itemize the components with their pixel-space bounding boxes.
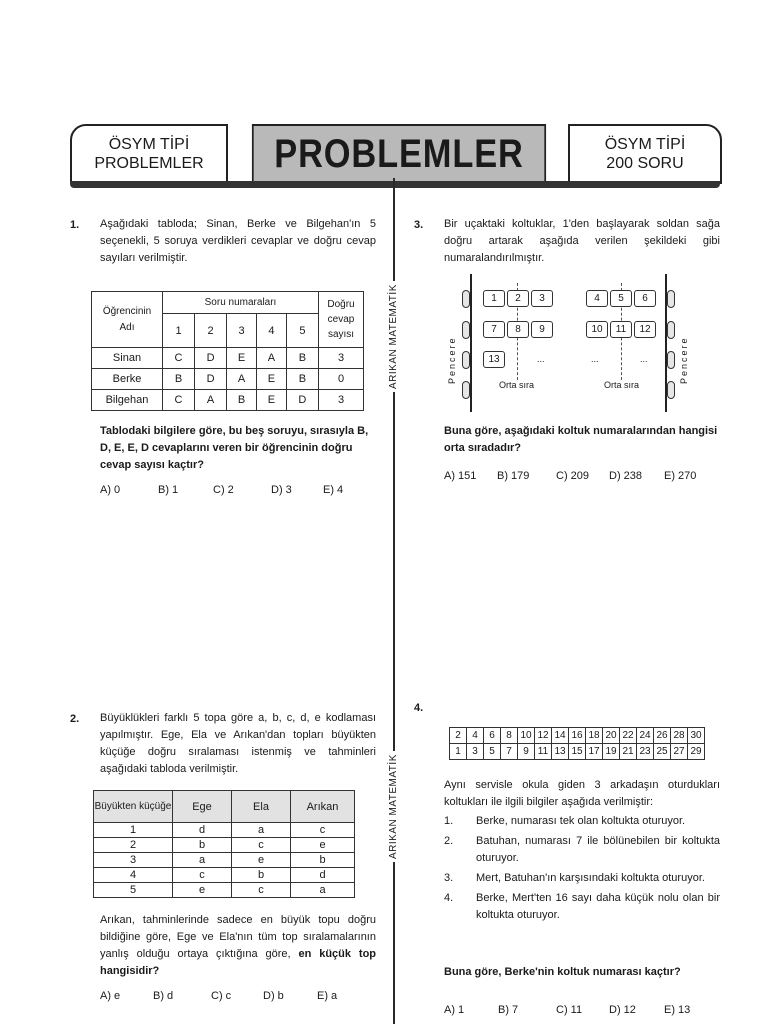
header-right-label <box>568 124 722 184</box>
right-window <box>667 351 675 369</box>
table-row <box>94 868 355 883</box>
seat: 7 <box>483 321 505 338</box>
q4-option-d[interactable]: D) 12 <box>609 1004 636 1016</box>
q3-option-b[interactable]: B) 179 <box>497 470 530 482</box>
q1-table <box>91 291 364 411</box>
q4-question: Buna göre, Berke'nin koltuk numarası kaçtır? <box>444 966 681 978</box>
right-window <box>667 381 675 399</box>
q4-seat-odd: 7 <box>501 744 518 760</box>
q4-seat-odd: 23 <box>637 744 654 760</box>
q4-seat-even: 28 <box>671 728 688 744</box>
seat: 8 <box>507 321 529 338</box>
header-left-label <box>70 124 228 184</box>
q1-qnum: 2 <box>195 314 227 348</box>
window-label-right: Pencere <box>679 336 689 384</box>
q4-option-c[interactable]: C) 11 <box>556 1004 583 1016</box>
window-label-left: Pencere <box>447 336 457 384</box>
q4-option-b[interactable]: B) 7 <box>498 1004 519 1016</box>
q1-answer: A <box>256 348 286 369</box>
q4-item-text: Berke, Mert'ten 16 sayı daha küçük nolu olan bir koltukta oturuyor. <box>476 892 720 921</box>
q1-col-correct-l2: cevap <box>327 314 355 325</box>
q1-col-correct <box>319 292 364 348</box>
q1-answer: A <box>195 390 227 411</box>
q3-number: 3. <box>414 219 424 231</box>
q1-option-a[interactable]: A) 0 <box>100 484 121 496</box>
seat: 3 <box>531 290 553 307</box>
q4-seat-even: 30 <box>688 728 705 744</box>
q4-number: 4. <box>414 702 424 714</box>
q1-answer: E <box>256 390 286 411</box>
q1-qnum: 4 <box>256 314 286 348</box>
q2-rank: 3 <box>94 853 173 868</box>
ellipsis: ... <box>591 354 599 364</box>
q2-cell: c <box>291 823 355 838</box>
side-label-bottom: ARIKAN MATEMATİK <box>388 751 399 862</box>
q1-answer: E <box>256 369 286 390</box>
q2-cell: e <box>173 883 232 898</box>
q4-seat-odd: 15 <box>569 744 586 760</box>
q2-option-e[interactable]: E) a <box>317 990 338 1002</box>
q4-seat-odd: 21 <box>620 744 637 760</box>
q1-answer: D <box>286 390 318 411</box>
q2-cell: c <box>173 868 232 883</box>
q2-cell: a <box>232 823 291 838</box>
q4-bottom-row <box>450 744 705 760</box>
q4-item-number: 4. <box>444 892 454 904</box>
header-underline <box>70 181 720 188</box>
seat: 6 <box>634 290 656 307</box>
q2-cell: b <box>291 853 355 868</box>
q4-seat-table <box>449 727 705 760</box>
q1-answer: E <box>227 348 257 369</box>
q1-number: 1. <box>70 219 80 231</box>
table-row <box>92 348 364 369</box>
q4-item-text: Berke, numarası tek olan koltukta oturuyor. <box>476 815 686 827</box>
q2-header-row <box>94 791 355 823</box>
q4-seat-even: 24 <box>637 728 654 744</box>
q2-cell: b <box>232 868 291 883</box>
left-window <box>462 290 470 308</box>
q4-option-e[interactable]: E) 13 <box>664 1004 691 1016</box>
seat: 12 <box>634 321 656 338</box>
q1-option-b[interactable]: B) 1 <box>158 484 179 496</box>
left-window <box>462 381 470 399</box>
table-row <box>94 883 355 898</box>
q1-student-name: Berke <box>92 369 163 390</box>
q2-col-arikan: Arıkan <box>291 791 355 823</box>
seat: 5 <box>610 290 632 307</box>
left-window <box>462 321 470 339</box>
q4-seat-odd: 25 <box>654 744 671 760</box>
right-window <box>667 290 675 308</box>
q2-cell: c <box>232 883 291 898</box>
q1-option-d[interactable]: D) 3 <box>271 484 292 496</box>
q1-text: Aşağıdaki tabloda; Sinan, Berke ve Bilgehan'ın 5 seçenekli, 5 soruya verdikleri cevaplar ve doğru cevap sayıları verilmiştir. <box>100 218 376 264</box>
q2-cell: c <box>232 838 291 853</box>
q4-seat-odd: 13 <box>552 744 569 760</box>
q1-option-e[interactable]: E) 4 <box>323 484 344 496</box>
right-window <box>667 321 675 339</box>
q2-cell: e <box>291 838 355 853</box>
q3-options <box>444 470 696 482</box>
q1-options <box>100 484 343 496</box>
q2-option-b[interactable]: B) d <box>153 990 174 1002</box>
q2-col-order: Büyükten küçüğe <box>94 791 173 823</box>
seat: 10 <box>586 321 608 338</box>
q4-seat-even: 10 <box>518 728 535 744</box>
q2-question-bold: en küçük top hangisidir? <box>100 948 377 977</box>
q4-seat-even: 22 <box>620 728 637 744</box>
q4-seat-odd: 1 <box>450 744 467 760</box>
list-item <box>444 870 720 887</box>
q1-student-name: Bilgehan <box>92 390 163 411</box>
table-row <box>92 390 364 411</box>
q2-cell: e <box>232 853 291 868</box>
q1-answer: A <box>227 369 257 390</box>
q3-option-e[interactable]: E) 270 <box>664 470 697 482</box>
q4-item-number: 3. <box>444 872 454 884</box>
q4-seat-odd: 17 <box>586 744 603 760</box>
q1-col-student-l2: Adı <box>119 321 135 333</box>
q4-item-number: 2. <box>444 835 454 847</box>
q4-option-a[interactable]: A) 1 <box>444 1004 465 1016</box>
table-row <box>94 838 355 853</box>
q1-answer: C <box>163 390 195 411</box>
q4-items <box>444 813 720 924</box>
seat: 9 <box>531 321 553 338</box>
q2-option-d[interactable]: D) b <box>263 990 284 1002</box>
q4-seat-even: 26 <box>654 728 671 744</box>
page-title: PROBLEMLER <box>252 124 546 184</box>
q1-col-correct-l3: sayısı <box>327 329 355 340</box>
table-row <box>92 369 364 390</box>
list-item <box>444 890 720 924</box>
q2-question <box>100 912 376 980</box>
q4-seat-even: 20 <box>603 728 620 744</box>
list-item <box>444 833 720 867</box>
q2-cell: a <box>291 883 355 898</box>
q4-seat-even: 18 <box>586 728 603 744</box>
q2-text: Büyüklükleri farklı 5 topa göre a, b, c, d, e kodlaması yapılmıştır. Ege, Ela ve Arıkan'dan topları büyükten küçüğe doğru sıralaması istenmiş ve tahminleri aşağıdaki tabloda verilmiştir. <box>100 712 376 775</box>
aisle-label-right: Orta sıra <box>604 380 640 390</box>
q4-seat-even: 2 <box>450 728 467 744</box>
table-row <box>94 853 355 868</box>
list-item <box>444 813 720 830</box>
q4-seat-odd: 29 <box>688 744 705 760</box>
q1-question: Tablodaki bilgilere göre, bu beş soruyu, sırasıyla B, D, E, E, D cevaplarını veren bir öğrencinin doğru cevap sayısı kaçtır? <box>100 425 369 471</box>
q1-answer: B <box>227 390 257 411</box>
seat: 11 <box>610 321 632 338</box>
header-right-line1: ÖSYM TİPİ <box>604 136 686 153</box>
q2-table <box>93 790 355 898</box>
q2-option-a[interactable]: A) e <box>100 990 121 1002</box>
q3-option-a[interactable]: A) 151 <box>444 470 477 482</box>
q2-rank: 5 <box>94 883 173 898</box>
left-window <box>462 351 470 369</box>
q1-answer: C <box>163 348 195 369</box>
q4-options <box>444 1004 690 1016</box>
q2-cell: b <box>173 838 232 853</box>
q2-cell: d <box>173 823 232 838</box>
header-right-line2: 200 SORU <box>606 155 684 172</box>
q1-answer: D <box>195 369 227 390</box>
q1-col-student <box>92 292 163 348</box>
q4-item-number: 1. <box>444 815 454 827</box>
q1-qnum: 5 <box>286 314 318 348</box>
header-left-line2: PROBLEMLER <box>94 155 204 172</box>
q4-seat-odd: 9 <box>518 744 535 760</box>
side-label-top: ARIKAN MATEMATİK <box>388 281 399 392</box>
seat: 13 <box>483 351 505 368</box>
q1-qnum: 3 <box>227 314 257 348</box>
q2-option-c[interactable]: C) c <box>211 990 232 1002</box>
q3-text: Bir uçaktaki koltuklar, 1'den başlayarak soldan sağa doğru artarak aşağıda verilen şekildeki gibi numaralandırılmıştır. <box>444 218 720 264</box>
q1-correct-count: 3 <box>319 348 364 369</box>
q4-seat-odd: 19 <box>603 744 620 760</box>
q2-question-plain: Arıkan, tahminlerinde sadece en büyük topu doğru bildiğine göre, Ege ve Ela'nın tüm top sıralamalarının yanlış olduğu ortaya çıktığına göre, <box>100 914 376 960</box>
q4-seat-odd: 11 <box>535 744 552 760</box>
q4-top-row <box>450 728 705 744</box>
q4-seat-even: 12 <box>535 728 552 744</box>
q1-correct-count: 3 <box>319 390 364 411</box>
q1-student-name: Sinan <box>92 348 163 369</box>
seat: 1 <box>483 290 505 307</box>
q1-qnum: 1 <box>163 314 195 348</box>
q1-answer: B <box>286 348 318 369</box>
q1-col-questions: Soru numaraları <box>163 292 319 314</box>
aisle-label-left: Orta sıra <box>499 380 535 390</box>
q2-rank: 1 <box>94 823 173 838</box>
q1-correct-count: 0 <box>319 369 364 390</box>
q1-answer: D <box>195 348 227 369</box>
q4-seat-even: 6 <box>484 728 501 744</box>
q1-answer: B <box>163 369 195 390</box>
q4-seat-odd: 5 <box>484 744 501 760</box>
q2-rank: 4 <box>94 868 173 883</box>
seat: 4 <box>586 290 608 307</box>
q4-seat-even: 4 <box>467 728 484 744</box>
q1-answer: B <box>286 369 318 390</box>
q3-option-d[interactable]: D) 238 <box>609 470 643 482</box>
q4-seat-odd: 27 <box>671 744 688 760</box>
q3-question: Buna göre, aşağıdaki koltuk numaralarından hangisi orta sıradadır? <box>444 425 718 454</box>
q4-item-text: Mert, Batuhan'ın karşısındaki koltukta oturuyor. <box>476 872 705 884</box>
q2-number: 2. <box>70 713 80 725</box>
q1-option-c[interactable]: C) 2 <box>213 484 234 496</box>
ellipsis: ... <box>537 354 545 364</box>
q2-cell: d <box>291 868 355 883</box>
header-left-line1: ÖSYM TİPİ <box>108 136 190 153</box>
left-wall <box>470 274 472 412</box>
table-row <box>94 823 355 838</box>
q2-options <box>100 990 337 1002</box>
q4-intro: Aynı servisle okula giden 3 arkadaşın oturdukları koltukları ile ilgili bilgiler aşağıda verilmiştir: <box>444 779 720 808</box>
q3-option-c[interactable]: C) 209 <box>556 470 590 482</box>
q2-col-ela: Ela <box>232 791 291 823</box>
q4-item-text: Batuhan, numarası 7 ile bölünebilen bir koltukta oturuyor. <box>476 835 720 864</box>
q4-seat-even: 16 <box>569 728 586 744</box>
q4-seat-even: 8 <box>501 728 518 744</box>
ellipsis: ... <box>640 354 648 364</box>
q2-cell: a <box>173 853 232 868</box>
q4-seat-odd: 3 <box>467 744 484 760</box>
q1-col-correct-l1: Doğru <box>327 299 355 310</box>
q4-seat-even: 14 <box>552 728 569 744</box>
q1-col-student-l1: Öğrencinin <box>102 305 152 317</box>
seat: 2 <box>507 290 529 307</box>
q2-col-ege: Ege <box>173 791 232 823</box>
q2-rank: 2 <box>94 838 173 853</box>
